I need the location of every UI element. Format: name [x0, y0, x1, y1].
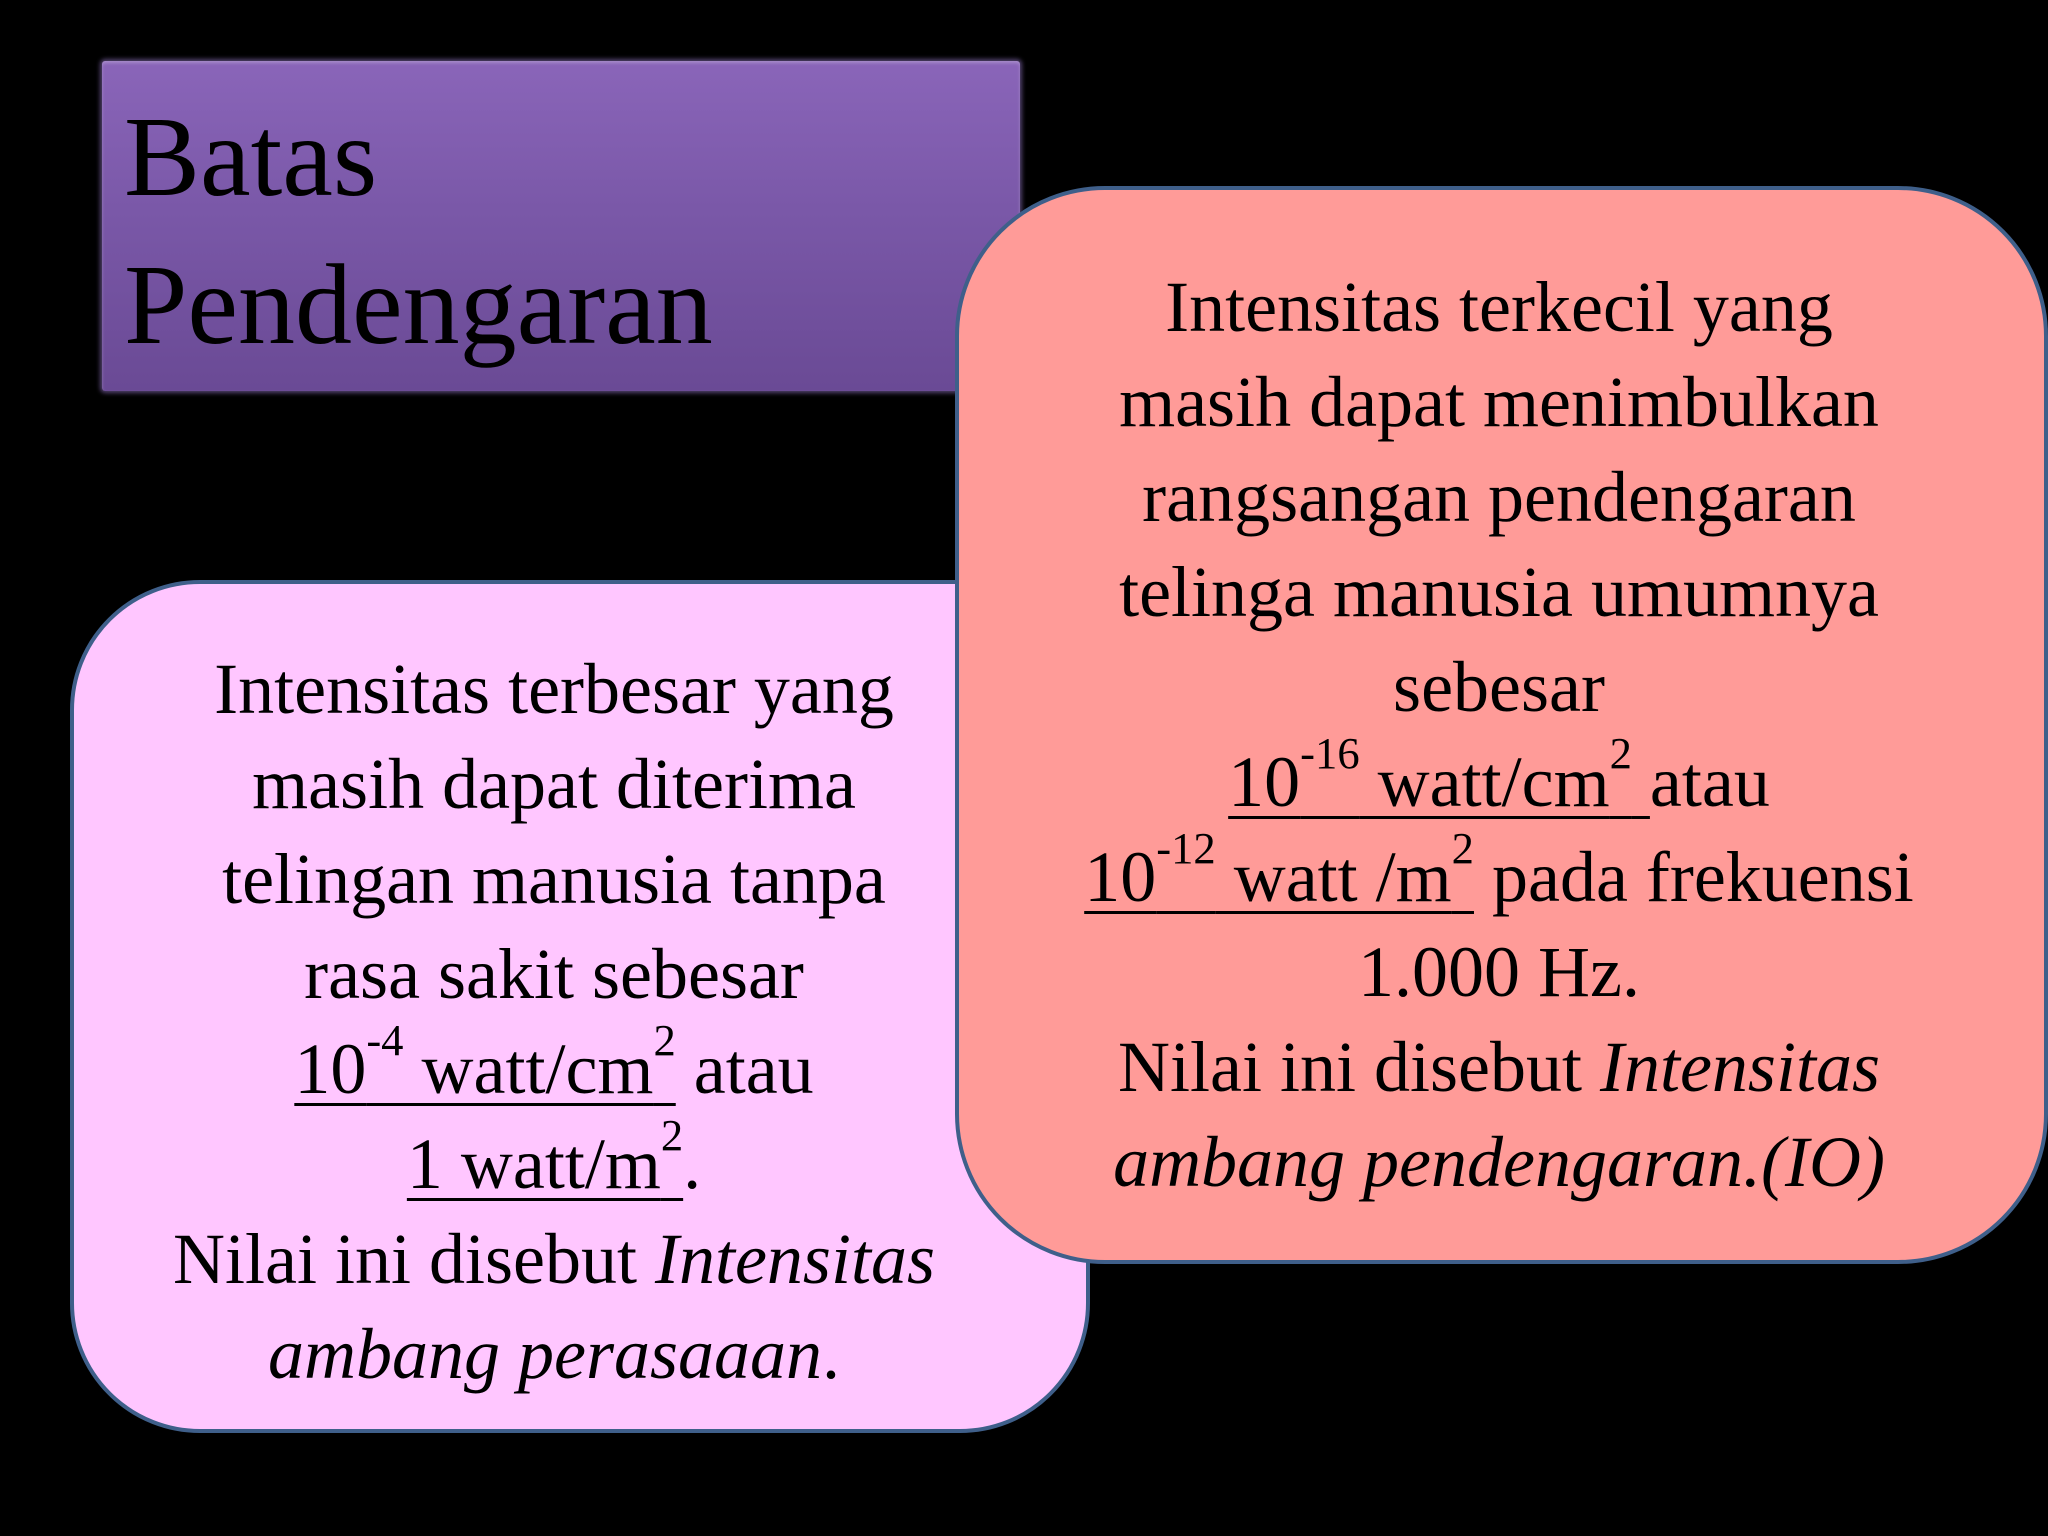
- left-value-1-exponent: -4: [366, 1015, 404, 1066]
- left-note-prefix: Nilai ini disebut: [173, 1219, 655, 1299]
- max-intensity-box: [70, 580, 1090, 1433]
- right-frequency: 1.000 Hz.: [1358, 932, 1640, 1012]
- right-value-2-unit: watt /m: [1215, 837, 1452, 917]
- left-value-1-unit: watt/cm: [403, 1029, 654, 1109]
- right-value-2-base: 10: [1084, 837, 1157, 917]
- title-line-2: Pendengaran: [124, 241, 713, 368]
- right-line-2: masih dapat menimbulkan: [1119, 362, 1879, 442]
- left-value-1-underlined: [294, 1015, 676, 1109]
- min-intensity-text: [969, 260, 2029, 1210]
- title-line-1: Batas: [124, 93, 378, 220]
- left-value-1-unit-exponent: 2: [653, 1015, 676, 1066]
- left-note-term-1: Intensitas: [654, 1219, 935, 1299]
- right-value-2-unit-exponent: 2: [1451, 823, 1474, 874]
- left-value-2-underlined: [406, 1110, 684, 1204]
- right-value-1-exponent: -16: [1300, 728, 1360, 779]
- left-value-1-suffix: atau: [675, 1029, 814, 1109]
- left-note-term-2: ambang perasaaan: [268, 1314, 822, 1394]
- right-value-1-unit-exponent: 2: [1609, 728, 1632, 779]
- slide-title: [124, 83, 1020, 379]
- right-line-1: Intensitas terkecil yang: [1165, 267, 1833, 347]
- left-value-1-base: 10: [294, 1029, 367, 1109]
- right-note-prefix: Nilai ini disebut: [1118, 1027, 1600, 1107]
- title-box: [102, 61, 1020, 391]
- right-line-3: rangsangan pendengaran: [1142, 457, 1856, 537]
- right-value-1: [969, 728, 2029, 830]
- right-value-2: [969, 823, 2029, 925]
- max-intensity-text: [134, 642, 974, 1402]
- left-value-2-exponent: 2: [660, 1110, 684, 1161]
- right-value-2-suffix: pada frekuensi: [1473, 837, 1914, 917]
- left-value-2-suffix: .: [683, 1124, 702, 1204]
- right-line-5: sebesar: [1393, 647, 1605, 727]
- right-value-1-unit: watt/cm: [1359, 742, 1610, 822]
- left-note-end: .: [822, 1314, 840, 1394]
- left-line-2: masih dapat diterima: [252, 744, 856, 824]
- right-value-2-underlined: [1084, 823, 1474, 917]
- right-value-2-exponent: -12: [1156, 823, 1216, 874]
- right-note-line-2: ambang pendengaran.(IO): [1113, 1122, 1885, 1202]
- left-line-3: telingan manusia tanpa: [222, 839, 886, 919]
- right-note-line-1: [969, 1020, 2029, 1115]
- right-note-term-1: Intensitas: [1599, 1027, 1880, 1107]
- min-intensity-box: [955, 186, 2048, 1264]
- right-line-4: telinga manusia umumnya: [1119, 552, 1879, 632]
- left-note-line-1: [134, 1212, 974, 1307]
- left-value-2: [134, 1110, 974, 1212]
- right-value-1-suffix: atau: [1649, 742, 1770, 822]
- right-value-1-base: 10: [1228, 742, 1301, 822]
- left-note-line-2: [134, 1307, 974, 1402]
- right-value-1-underlined: [1228, 728, 1650, 822]
- left-value-2-base: 1 watt/m: [406, 1124, 661, 1204]
- left-line-1: Intensitas terbesar yang: [214, 649, 894, 729]
- left-line-4: rasa sakit sebesar: [304, 934, 804, 1014]
- left-value-1: [134, 1015, 974, 1117]
